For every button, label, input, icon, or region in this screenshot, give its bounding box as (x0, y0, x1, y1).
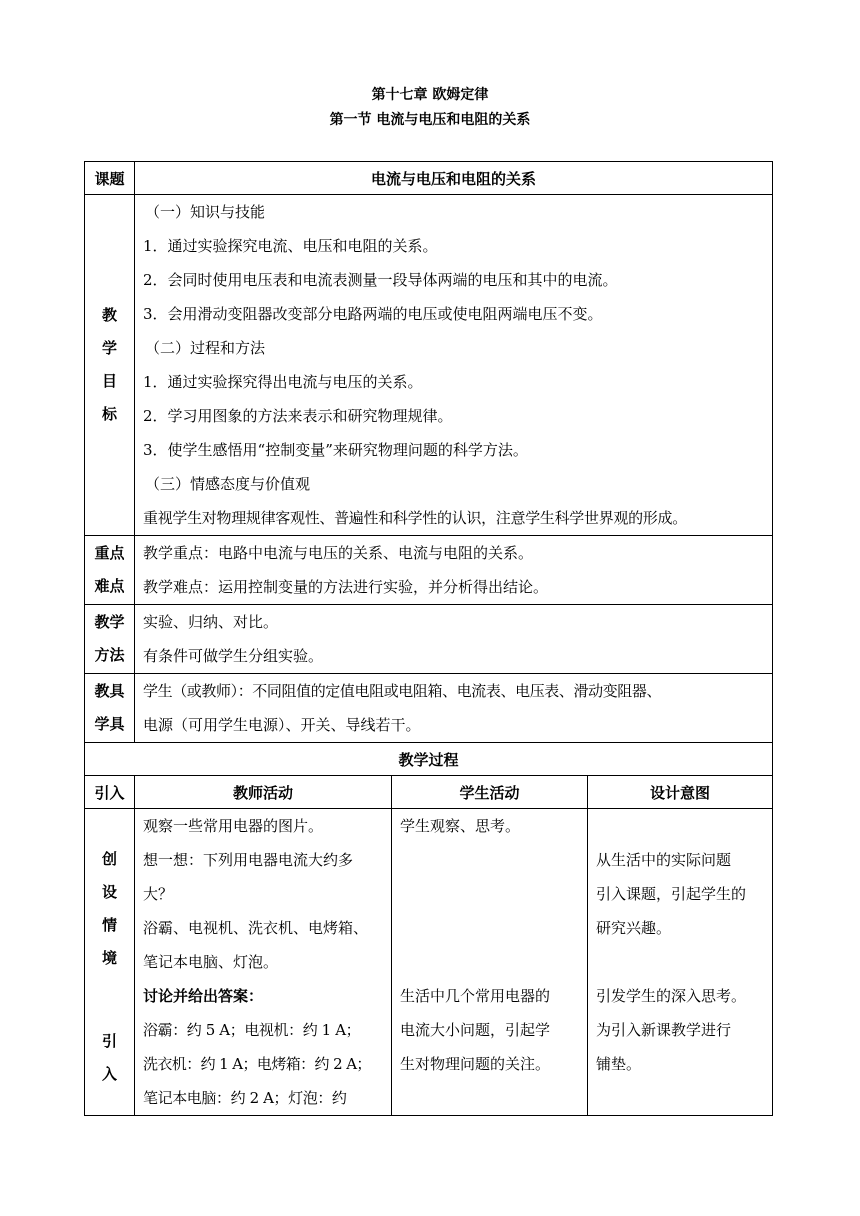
teacher-line: 想一想：下列用电器电流大约多 (143, 851, 354, 869)
student-line: 学生观察、思考。 (400, 817, 521, 835)
methods-label-line: 方法 (94, 646, 125, 664)
tools-label (85, 674, 135, 743)
section-title: 第一节 电流与电压和电阻的关系 (329, 112, 531, 128)
process-title: 教学过程 (85, 743, 773, 776)
method-line: 实验、归纳、对比。 (143, 613, 279, 631)
key-points-content (135, 536, 773, 605)
objectives-label (85, 195, 135, 536)
stage-char: 境 (101, 949, 117, 967)
objective-line: 2．会同时使用电压表和电流表测量一段导体两端的电压和其中的电流。 (143, 271, 618, 289)
intent-line: 引发学生的深入思考。 (596, 987, 747, 1005)
objectives-label-char: 标 (101, 405, 117, 423)
design-intent (588, 809, 773, 1116)
col-header-teacher: 教师活动 (135, 776, 392, 809)
intent-line: 研究兴趣。 (596, 919, 672, 937)
objective-line: 3．使学生感悟用“控制变量”来研究物理问题的科学方法。 (143, 441, 528, 459)
intent-line: 铺垫。 (596, 1055, 642, 1073)
student-line: 电流大小问题，引起学 (400, 1021, 551, 1039)
stage-char: 情 (101, 916, 117, 934)
tools-content (135, 674, 773, 743)
tool-line: 学生（或教师）：不同阻值的定值电阻或电阻箱、电流表、电压表、滑动变阻器、 (143, 682, 662, 700)
col-header-intent: 设计意图 (588, 776, 773, 809)
objective-line: 3．会用滑动变阻器改变部分电路两端的电压或使电阻两端电压不变。 (143, 305, 603, 323)
teacher-line: 笔记本电脑：约 2 A；灯泡：约 (143, 1089, 347, 1107)
teacher-line: 大？ (143, 885, 174, 903)
objectives-content (135, 195, 773, 536)
teacher-line: 浴霸：约 5 A；电视机：约 1 A； (143, 1021, 361, 1039)
intent-line: 为引入新课教学进行 (596, 1021, 732, 1039)
col-header-student: 学生活动 (392, 776, 588, 809)
key-points-label-line: 难点 (94, 577, 125, 595)
stage-label (85, 809, 135, 1116)
student-line: 生活中几个常用电器的 (400, 987, 551, 1005)
methods-label (85, 605, 135, 674)
objective-line: 2．学习用图象的方法来表示和研究物理规律。 (143, 407, 453, 425)
topic-value: 电流与电压和电阻的关系 (135, 162, 773, 195)
intent-line: 引入课题，引起学生的 (596, 885, 747, 903)
teacher-line: 观察一些常用电器的图片。 (143, 817, 324, 835)
topic-label: 课题 (85, 162, 135, 195)
key-point-line: 教学重点：电路中电流与电压的关系、电流与电阻的关系。 (143, 544, 534, 562)
objective-line: 1．通过实验探究电流、电压和电阻的关系。 (143, 237, 438, 255)
stage-char: 入 (101, 1065, 117, 1083)
key-point-line: 教学难点：运用控制变量的方法进行实验，并分析得出结论。 (143, 578, 549, 596)
key-points-label-line: 重点 (94, 544, 125, 562)
student-line: 生对物理问题的关注。 (400, 1055, 551, 1073)
methods-content (135, 605, 773, 674)
intent-line: 从生活中的实际问题 (596, 851, 732, 869)
key-points-label (85, 536, 135, 605)
teacher-line: 洗衣机：约 1 A；电烤箱：约 2 A； (143, 1055, 371, 1073)
teacher-activity (135, 809, 392, 1116)
objectives-label-char: 学 (101, 339, 117, 357)
objective-line: （二）过程和方法 (145, 339, 266, 357)
methods-label-line: 教学 (94, 613, 125, 631)
chapter-title: 第十七章 欧姆定律 (371, 87, 489, 103)
stage-char: 引 (101, 1032, 117, 1050)
teacher-line-bold: 讨论并给出答案： (143, 987, 264, 1005)
tool-line: 电源（可用学生电源）、开关、导线若干。 (143, 716, 421, 734)
teacher-line: 浴霸、电视机、洗衣机、电烤箱、 (143, 919, 369, 937)
objective-line: （三）情感态度与价值观 (145, 475, 311, 493)
col-header-intro: 引入 (85, 776, 135, 809)
student-activity (392, 809, 588, 1116)
objective-line: 重视学生对物理规律客观性、普遍性和科学性的认识，注意学生科学世界观的形成。 (143, 509, 687, 527)
objective-line: （一）知识与技能 (145, 203, 266, 221)
teacher-line: 笔记本电脑、灯泡。 (143, 953, 279, 971)
tools-label-line: 学具 (94, 715, 125, 733)
objectives-label-char: 目 (101, 372, 117, 390)
method-line: 有条件可做学生分组实验。 (143, 647, 324, 665)
lesson-plan-table (84, 161, 773, 1116)
objectives-label-char: 教 (101, 306, 117, 324)
objective-line: 1．通过实验探究得出电流与电压的关系。 (143, 373, 423, 391)
stage-char: 设 (101, 883, 117, 901)
tools-label-line: 教具 (94, 682, 125, 700)
stage-char: 创 (101, 850, 117, 868)
